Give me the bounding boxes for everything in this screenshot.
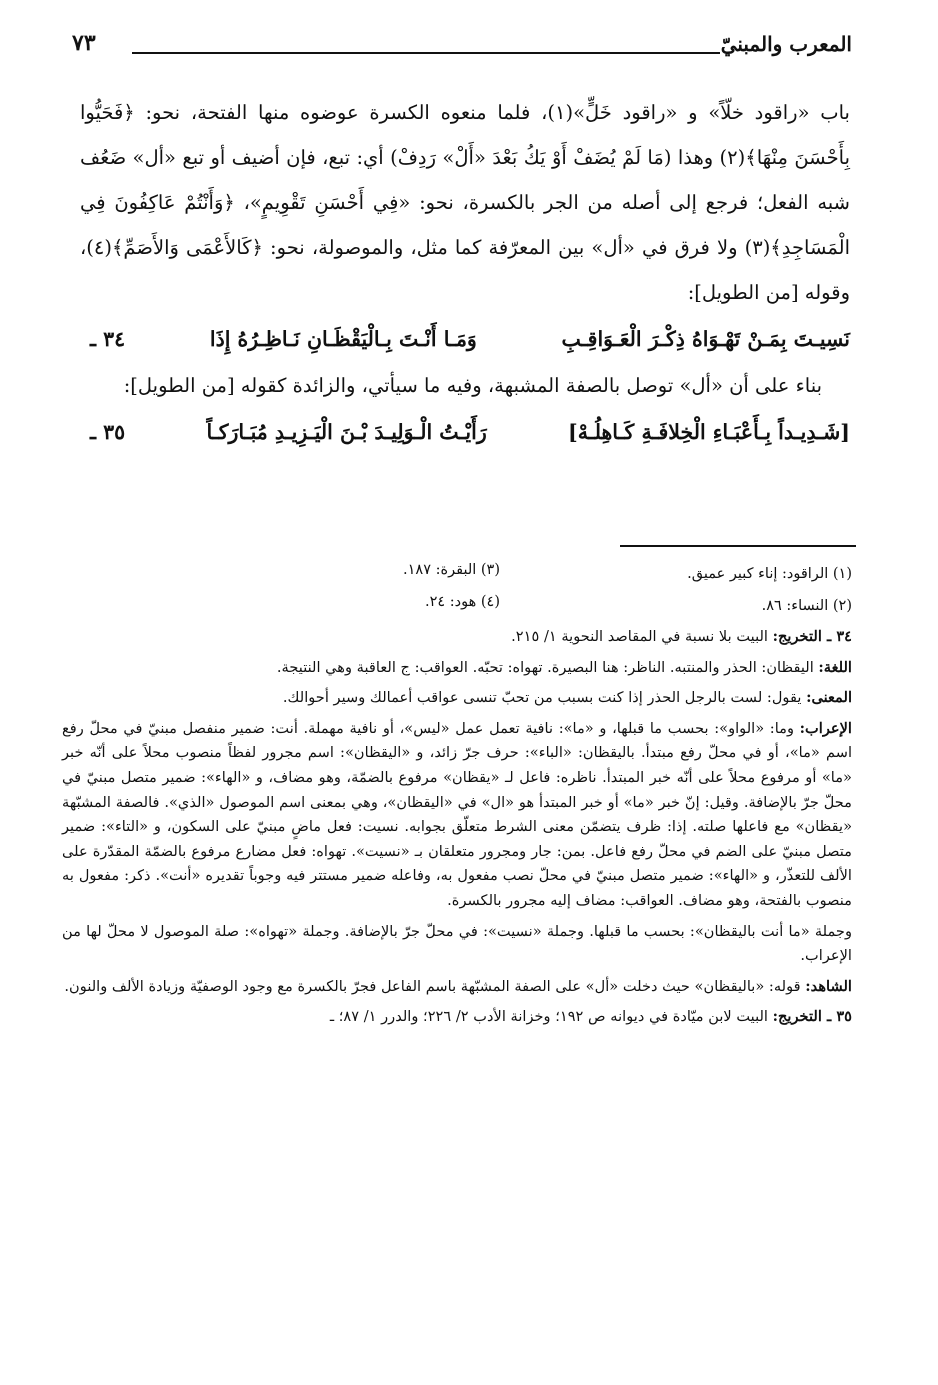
irab-label: الإعراب: — [799, 719, 852, 737]
footnote-2: (٢) النساء: ٨٦. — [761, 598, 852, 614]
header-rule — [132, 52, 720, 54]
verse-35 — [80, 408, 850, 456]
page-number: ٧٣ — [72, 30, 96, 56]
main-paragraph-2: بناء على أن «أل» توصل بالصفة المشبهة، وفيه ما سيأتي، والزائدة كقوله [من الطويل]: — [123, 374, 822, 397]
irab-text: وما: «الواو»: بحسب ما قبلها، و «ما»: نافية تعمل عمل «ليس»، أو نافية مهملة. أنت: ضمير منفصل مبنيّ في محلّ رفع اسم «ما»، أو في محلّ رفع مبتدأ. باليقظان: «الباء»: حرف جرّ زائد، و «اليقظان»: اسم مجرور لفظاً منصوب محلاً على أنّه خبر «ما» أو مرفوع محلاً على أنّه خبر المبتدأ. ناظره: فاعل لـ «يقظان» مرفوع بالضمّة، وهو مضاف، و «الهاء»: ضمير متصل مبنيّ في محلّ جرّ بالإضافة. وقيل: إنّ خبر «ما» أو خبر المبتدأ هو «ال» في «اليقظان»، وهي بمعنى اسم الموصول «الذي». فالصفة المشبّهة «يقظان» مع فاعلها صلته. إذا: ظرف يتضمّن معنى الشرط متعلّق بجوابه. نسيت: فعل ماضٍ مبنيّ على السكون، و «التاء»: ضمير متصل مبنيّ على الضم في محلّ رفع فاعل. بمن: جار ومجرور متعلقان بـ «نسيت». تهواه: فعل مضارع مرفوع بالضمّة المقدّرة على الألف للتعذّر، و «الهاء»: ضمير متصل مبنيّ في محلّ نصب مفعول به، وفاعله ضمير مستتر فيه وجوباً تقديره «أنت». ذكر: مفعول به منصوب بالفتحة، وهو مضاف. العواقب: مضاف إليه مجرور بالكسرة. — [62, 719, 852, 909]
verse-34 — [80, 315, 850, 363]
verse-34-number: ٣٤ ـ — [90, 327, 126, 351]
irab-block — [62, 717, 852, 914]
lugha-block — [62, 656, 852, 681]
lugha-label: اللغة: — [818, 658, 852, 676]
shahid-block — [62, 975, 852, 1000]
footnote-separator — [620, 545, 856, 547]
takhrij-34 — [62, 625, 852, 650]
running-title: المعرب والمبنيّ — [720, 32, 852, 56]
verse-34-second-hemistich: نَسِيـتَ بِمَـنْ تَهْـوَاهُ ذِكْـرَ الْعَـوَاقِـبِ — [561, 327, 850, 351]
takhrij-34-text: البيت بلا نسبة في المقاصد النحوية ١/ ٢١٥. — [511, 628, 773, 645]
verse-34-first-hemistich: وَمَـا أَنْـتَ بِـالْيَقْظَـانِ نَـاظِـرُهُ إِذَا — [209, 327, 477, 351]
takhrij-34-label: ٣٤ ـ التخريج: — [772, 628, 852, 645]
footnote-1: (١) الراقود: إناء كبير عميق. — [687, 566, 852, 582]
shahid-label: الشاهد: — [805, 977, 852, 995]
mana-text: يقول: لست بالرجل الحذر إذا كنت بسبب من تحبّ تنسى عواقب أعمالك وسير أحوالك. — [282, 689, 807, 707]
takhrij-35 — [62, 1005, 852, 1030]
main-paragraph-1: باب «راقود خلّاً» و «راقود خَلٍّ»(١)، فلما منعوه الكسرة عوضوه منها الفتحة، نحو: ﴿فَحَيُّوا بِأَحْسَنَ مِنْهَا﴾(٢) وهذا (مَا لَمْ يُضَفْ أَوْ يَكُ بَعْدَ «أَلْ» رَدِفْ) أي: تبع، فإن أضيف أو تبع «أل» ضَعُف شبه الفعل؛ فرجع إلى أصله من الجر بالكسرة، نحو: «فِي أَحْسَنِ تَقْوِيمٍ»، ﴿وَأَنْتُمْ عَاكِفُونَ فِي الْمَسَاجِدِ﴾(٣) ولا فرق في «أل» بين المعرّفة كما مثل، والموصولة، نحو: ﴿كَالأَعْمَى وَالأَصَمِّ﴾(٤)، وقوله [من الطويل]: — [80, 101, 851, 304]
footnote-4: (٤) هود: ٢٤. — [424, 594, 500, 610]
lugha-text: اليقظان: الحذر والمنتبه. الناظر: هنا البصيرة. تهواه: تحبّه. العواقب: ج العاقبة وهي النتيجة. — [276, 658, 819, 676]
takhrij-35-label: ٣٥ ـ التخريج: — [772, 1008, 852, 1026]
mana-label: المعنى: — [806, 689, 852, 707]
footnote-3: (٣) البقرة: ١٨٧. — [403, 562, 500, 578]
main-text — [80, 90, 850, 456]
page-header — [72, 30, 852, 70]
shahid-text: قوله: «باليقظان» حيث دخلت «أل» على الصفة المشبّهة باسم الفاعل فجرّ بالكسرة مع وجود الوصفيّة وزيادة الألف والنون. — [64, 977, 806, 995]
verse-35-second-hemistich: [شَـدِيـداً بِـأَعْبَـاءِ الْخِلافَـةِ كَـاهِلُـهْ] — [568, 420, 850, 444]
verse-35-number: ٣٥ ـ — [90, 420, 126, 444]
jumla-block: وجملة «ما أنت باليقظان»: بحسب ما قبلها. وجملة «نسيت»: في محلّ جرّ بالإضافة. وجملة «تهواه»: صلة الموصول لا محلّ لها من الإعراب. — [62, 922, 852, 965]
commentary — [62, 625, 852, 1036]
takhrij-35-text: البيت لابن ميّادة في ديوانه ص ١٩٢؛ وخزانة الأدب ٢/ ٢٢٦؛ والدرر ١/ ٨٧؛ ـ — [329, 1008, 773, 1026]
mana-block — [62, 686, 852, 711]
verse-35-first-hemistich: رَأَيْـتُ الْـوَلِيـدَ بْـنَ الْيَـزِيـدِ مُبَـارَكـاً — [206, 420, 487, 444]
